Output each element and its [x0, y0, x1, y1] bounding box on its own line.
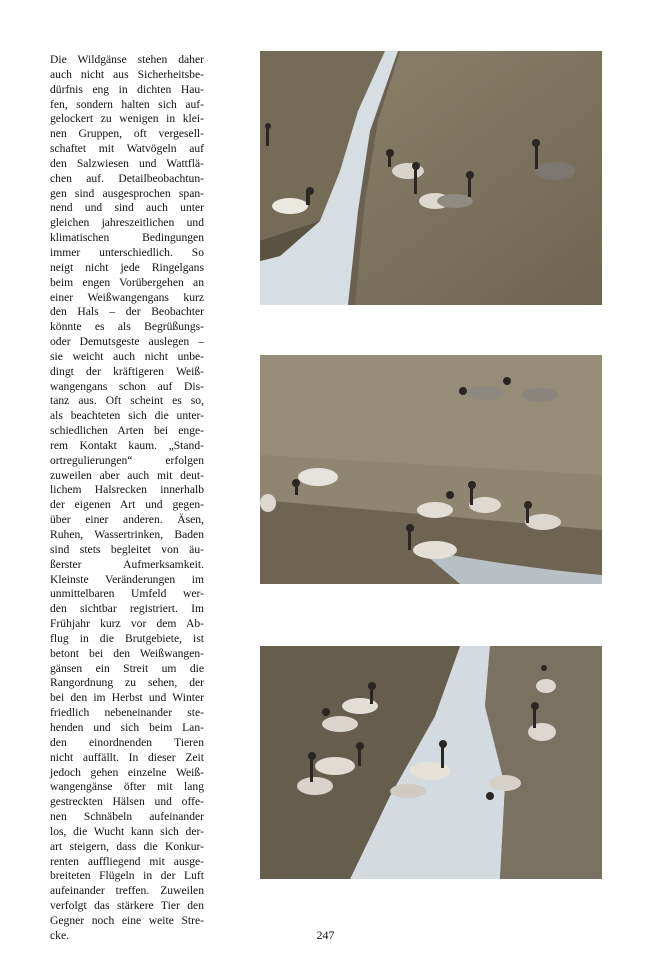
text-line: gleichen jahreszeitlichen und — [50, 216, 204, 230]
text-line: art steigern, dass die Konkur- — [50, 839, 204, 853]
text-line: lichem Halsrecken innerhalb — [50, 483, 204, 497]
text-line: unmittelbaren Umfeld wer- — [50, 587, 204, 601]
text-line: verfolgt das stärkere Tier den — [50, 899, 204, 913]
text-line: schaftet mit Watvögeln auf — [50, 142, 204, 156]
text-line: sind stets begleitet von äu- — [50, 542, 204, 556]
text-line: einer Weißwangengans kurz — [50, 290, 204, 304]
text-line: Kleinste Veränderungen im — [50, 572, 204, 586]
photo-geese-ditch-top — [260, 51, 602, 305]
text-line: tanz aus. Oft scheint es so, — [50, 394, 204, 408]
text-line: nicht auffällt. In dieser Zeit — [50, 750, 204, 764]
text-line: los, die Wucht kann sich der- — [50, 824, 204, 838]
text-line: Frühjahr kurz vor dem Ab- — [50, 617, 204, 631]
text-line: flug in die Brutgebiete, ist — [50, 631, 204, 645]
text-line: oder Demutsgeste auslegen – — [50, 335, 204, 349]
text-line: klimatischen Bedingungen — [50, 231, 204, 245]
text-line: den Salzwiesen und Wattflä- — [50, 156, 204, 170]
text-line: wangengänse öfter mit lang — [50, 780, 204, 794]
text-line: Die Wildgänse stehen daher — [50, 53, 204, 66]
text-line: dingt der kräftigeren Weiß- — [50, 364, 204, 378]
text-line: nen Schnäbeln aufeinander — [50, 810, 204, 824]
body-text-column — [50, 53, 204, 944]
text-line: rem Kontakt kaum. „Stand- — [50, 438, 204, 452]
text-line: dürfnis eng in dichten Hau- — [50, 82, 204, 96]
text-line: cke. — [50, 928, 69, 942]
text-line: gen sind ausgesprochen span- — [50, 186, 204, 200]
text-line: auch nicht aus Sicherheitsbe- — [50, 67, 204, 81]
text-line: zuweilen aber auch mit deut- — [50, 468, 204, 482]
photo-geese-ditch-bottom — [260, 646, 602, 879]
text-line: fen, sondern halten sich auf- — [50, 97, 204, 111]
text-line: der eigenen Art und gegen- — [50, 498, 204, 512]
text-line: immer unterschiedlich. So — [50, 245, 204, 259]
text-line: aufeinander treffen. Zuweilen — [50, 884, 204, 898]
text-line: friedlich nebeneinander ste- — [50, 706, 204, 720]
text-line: sie weicht auch nicht unbe- — [50, 349, 204, 363]
text-line: breiteten Flügeln in der Luft — [50, 869, 204, 883]
text-line: den Hals – der Beobachter — [50, 305, 204, 319]
page-number: 247 — [316, 928, 335, 942]
text-line: könnte es als Begrüßungs- — [50, 320, 204, 334]
text-line: jedoch gehen einzelne Weiß- — [50, 765, 204, 779]
text-line: gestreckten Hälsen und offe- — [50, 795, 204, 809]
text-line: als beachteten sich die unter- — [50, 409, 204, 423]
text-line: den sichtbar registriert. Im — [50, 602, 204, 616]
text-line: Rangordnung zu sehen, der — [50, 676, 204, 690]
text-line: henden und sich beim Lan- — [50, 720, 204, 734]
photo-geese-meadow-middle — [260, 355, 602, 584]
text-line: wangengans schon auf Dis- — [50, 379, 204, 393]
text-line: nend und sind auch unter — [50, 201, 204, 215]
text-line: chen auf. Detailbeobachtun- — [50, 171, 204, 185]
text-line: bei den im Herbst und Winter — [50, 691, 204, 705]
text-line: renten auffliegend mit ausge- — [50, 854, 204, 868]
text-line: neigt nicht jede Ringelgans — [50, 260, 204, 274]
text-line: den einordnenden Tieren — [50, 735, 204, 749]
text-line: beim engen Vorübergehen an — [50, 275, 204, 289]
text-line: nen Gruppen, oft vergesell- — [50, 127, 204, 141]
text-line: gänsen ein Streit um die — [50, 661, 204, 675]
text-line: über einer anderen. Äsen, — [50, 513, 204, 527]
text-line: gelockert zu wenigen in klei- — [50, 112, 204, 126]
text-line: ortregulierungen“ erfolgen — [50, 453, 204, 467]
text-line: Ruhen, Wassertrinken, Baden — [50, 528, 204, 541]
text-line: schiedlichen Arten bei enge- — [50, 424, 204, 438]
text-line: Gegner noch eine weite Stre- — [50, 913, 204, 927]
text-line: ßerster Aufmerksamkeit. — [50, 557, 204, 571]
text-line: betont bei den Weißwangen- — [50, 646, 204, 660]
